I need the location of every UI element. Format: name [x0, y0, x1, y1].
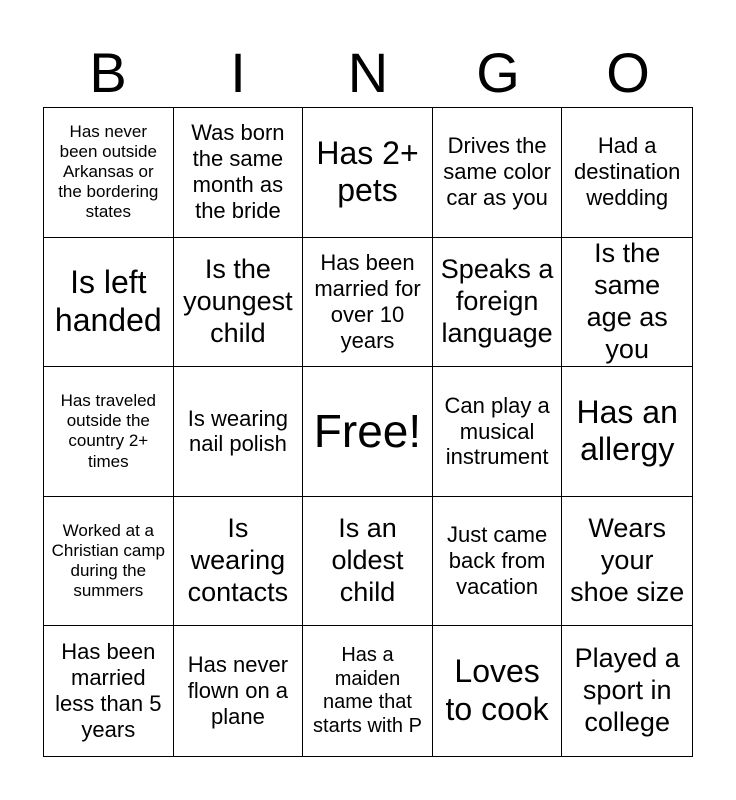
- bingo-cell[interactable]: [174, 497, 304, 627]
- bingo-cell[interactable]: [303, 238, 433, 368]
- header-letter-i: I: [230, 41, 246, 104]
- bingo-cell[interactable]: [433, 626, 563, 756]
- bingo-cell-text: Is the youngest child: [183, 254, 293, 348]
- bingo-cell-text: Wears your shoe size: [570, 513, 685, 608]
- header-letter-g: G: [476, 41, 520, 104]
- bingo-cell-text: Is wearing nail polish: [187, 405, 289, 457]
- bingo-board: [43, 107, 693, 757]
- bingo-cell[interactable]: [44, 497, 174, 627]
- bingo-cell-text: Has never flown on a plane: [187, 652, 289, 730]
- bingo-header: [43, 40, 693, 106]
- bingo-cell[interactable]: [44, 367, 174, 497]
- bingo-cell[interactable]: [303, 497, 433, 627]
- bingo-cell[interactable]: [174, 108, 304, 238]
- header-letter-n: N: [347, 41, 389, 104]
- bingo-cell-text: Worked at a Christian camp during the summers: [51, 521, 165, 601]
- bingo-cell-text: Played a sport in college: [574, 643, 680, 738]
- bingo-cell-text: Has traveled outside the country 2+ times: [60, 391, 157, 471]
- bingo-cell-text: Has been married for over 10 years: [314, 249, 421, 353]
- bingo-cell-text: Drives the same color car as you: [443, 133, 551, 211]
- bingo-cell-text: Had a destination wedding: [573, 133, 681, 211]
- bingo-cell[interactable]: [433, 108, 563, 238]
- bingo-cell[interactable]: [562, 497, 692, 627]
- bingo-cell[interactable]: [433, 367, 563, 497]
- bingo-cell-text: Has been married less than 5 years: [55, 639, 162, 743]
- bingo-cell[interactable]: [174, 238, 304, 368]
- bingo-cell[interactable]: [174, 626, 304, 756]
- bingo-cell[interactable]: [174, 367, 304, 497]
- bingo-cell-text: Speaks a foreign language: [440, 254, 554, 348]
- bingo-cell[interactable]: [433, 497, 563, 627]
- bingo-cell-text: Has never been outside Arkansas or the bordering states: [58, 122, 159, 222]
- bingo-cell[interactable]: [562, 626, 692, 756]
- bingo-cell[interactable]: [44, 108, 174, 238]
- bingo-cell[interactable]: [303, 626, 433, 756]
- bingo-cell[interactable]: [562, 367, 692, 497]
- bingo-cell[interactable]: [562, 108, 692, 238]
- bingo-cell[interactable]: [44, 626, 174, 756]
- bingo-cell-text: Free!: [313, 405, 422, 458]
- bingo-cell-text: Is left handed: [54, 264, 162, 338]
- bingo-cell-text: Is the same age as you: [586, 238, 668, 364]
- bingo-cell-text: Was born the same month as the bride: [191, 120, 285, 224]
- bingo-cell-text: Can play a musical instrument: [444, 392, 550, 470]
- header-letter-o: O: [606, 41, 650, 104]
- bingo-cell[interactable]: [562, 238, 692, 368]
- bingo-cell-text: Is an oldest child: [331, 513, 404, 608]
- bingo-cell-text: Just came back from vacation: [446, 522, 548, 600]
- bingo-cell[interactable]: [433, 238, 563, 368]
- bingo-cell-text: Loves to cook: [445, 653, 549, 728]
- bingo-cell-text: Has a maiden name that starts with P: [313, 644, 422, 737]
- header-letter-b: B: [89, 41, 127, 104]
- free-space[interactable]: [303, 367, 433, 497]
- bingo-cell-text: Has 2+ pets: [316, 134, 419, 209]
- bingo-cell-text: Is wearing contacts: [187, 513, 289, 608]
- bingo-cell[interactable]: [44, 238, 174, 368]
- bingo-cell-text: Has an allergy: [576, 393, 678, 468]
- bingo-cell[interactable]: [303, 108, 433, 238]
